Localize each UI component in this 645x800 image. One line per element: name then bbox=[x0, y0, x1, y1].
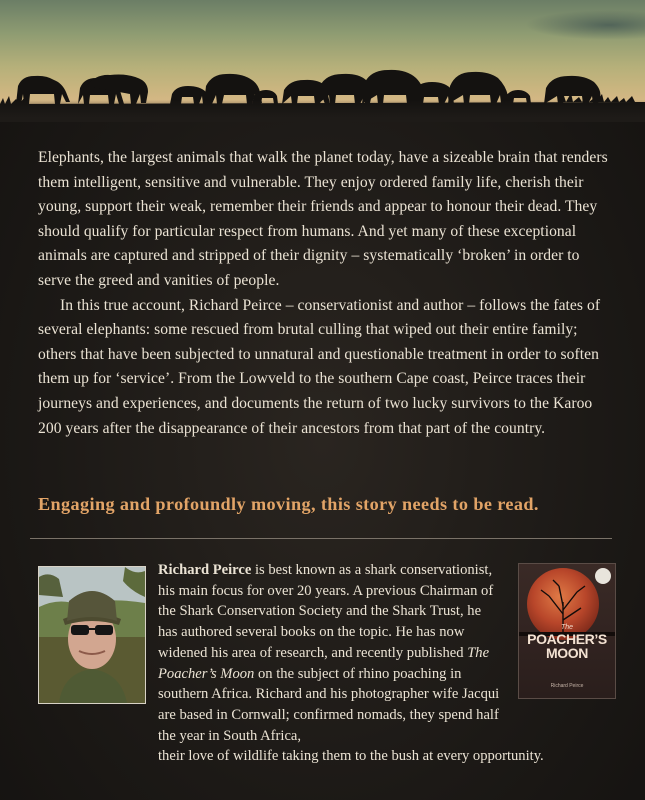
author-bio-part-1: is best known as a shark conservationist, his main focus for over 20 years. A previous Chairman of the Shark Conservation Society and the Shark Trust, he has authored several books on the topic. He has now widened his area of research, and recently published bbox=[158, 562, 494, 661]
book-cover-title-line-2: POACHER’S bbox=[527, 631, 607, 647]
review-tagline: Engaging and profoundly moving, this story needs to be read. bbox=[38, 494, 539, 514]
book-cover-title-line-3: MOON bbox=[546, 645, 588, 661]
award-badge bbox=[595, 568, 611, 584]
author-name: Richard Peirce bbox=[158, 562, 252, 578]
synopsis-paragraph-1: Elephants, the largest animals that walk the planet today, have a sizeable brain that renders them intelligent, sensitive and vulnerable. They enjoy ordered family life, cherish their young, support their weak, remember their friends and appear to honour their dead. They should qualify for particular respect from humans. And yet many of these exceptional animals are captured and stripped of their dignity – systematically ‘broken’ in order to serve the greed and vanities of people. bbox=[38, 149, 608, 289]
book-cover-title bbox=[519, 632, 615, 660]
divider bbox=[30, 538, 612, 539]
author-bio-text bbox=[158, 560, 544, 767]
elephant-silhouette-banner bbox=[0, 0, 645, 122]
horizon-fade bbox=[0, 100, 645, 122]
book-title-reference: The Poacher’s Moon bbox=[158, 644, 490, 682]
author-bio-part-2: on the subject of rhino poaching in southern Africa. Richard and his photographer wife Jacqui are based in Cornwall; confirmed nomads, they spend half the year in South Africa, bbox=[158, 665, 500, 744]
author-bio bbox=[158, 560, 544, 767]
synopsis-paragraph-2: In this true account, Richard Peirce – conservationist and author – follows the fates of several elephants: some rescued from brutal culling that wiped out their entire family; others that have been subjected to unnatural and questionable treatment in order to soften them up for ‘service’. From the Lowveld to the southern Cape coast, Peirce traces their journeys and experiences, and documents the return of two lucky survivors to the Karoo 200 years after the disappearance of their ancestors from that part of the country. bbox=[38, 296, 601, 437]
author-photo bbox=[38, 566, 146, 704]
author-bio-last-line: their love of wildlife taking them to the bush at every opportunity. bbox=[158, 748, 544, 765]
book-cover-thumbnail bbox=[518, 563, 616, 699]
synopsis bbox=[38, 146, 610, 441]
book-cover-title-line-1: The bbox=[560, 624, 574, 631]
book-cover-author: Richard Peirce bbox=[550, 683, 584, 689]
